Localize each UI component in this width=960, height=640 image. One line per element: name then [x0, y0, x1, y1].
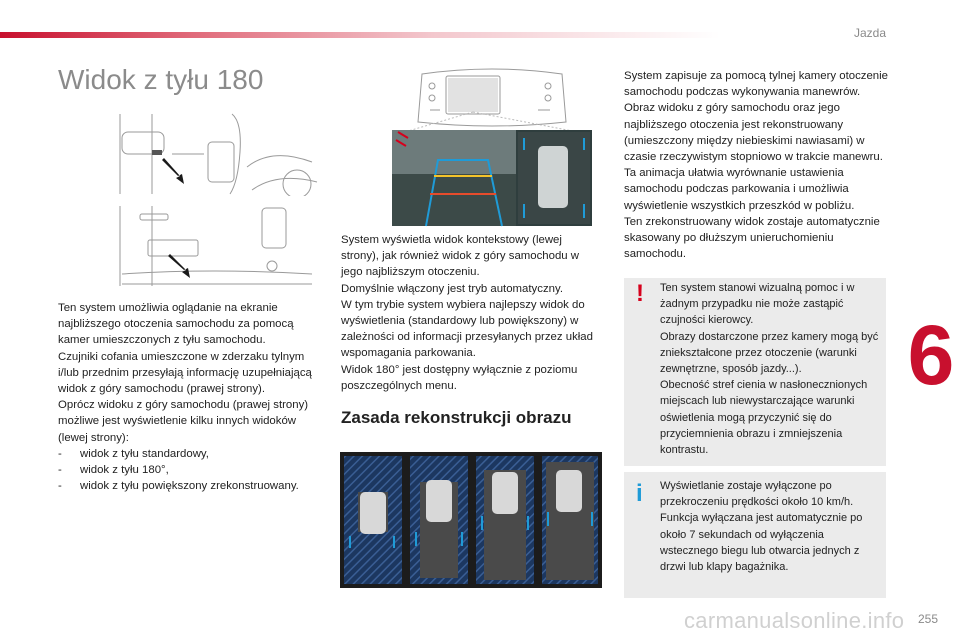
- header-rule: [0, 32, 960, 38]
- info-note: [624, 472, 886, 598]
- list-marker: -: [58, 447, 62, 460]
- page-number: 255: [917, 612, 938, 626]
- view-list-item: - widok z tyłu 180°,: [58, 462, 320, 478]
- warning-paragraph: Ten system stanowi wizualną pomoc i w żadnym przypadku nie może zastąpić czujności kierowcy.: [660, 282, 855, 327]
- info-paragraph: Wyświetlanie zostaje wyłączone po przekroczeniu prędkości około 10 km/h.: [660, 480, 854, 509]
- warning-paragraph: Obecność stref cienia w nasłonecznionych miejscach lub niewystarczające warunki oświetlenia mogą przyczynić się do przyciemnienia obrazu i zmniejszenia kontrastu.: [660, 379, 868, 457]
- col1-paragraph: Oprócz widoku z góry samochodu (prawej strony) możliwe jest wyświetlenie kilku innych widoków (lewej strony):: [58, 399, 309, 444]
- view-list-item: - widok z tyłu standardowy,: [58, 446, 320, 462]
- view-list-item: - widok z tyłu powiększony zrekonstruowany.: [58, 478, 320, 494]
- info-icon: i: [636, 480, 643, 507]
- list-marker: -: [58, 480, 62, 493]
- col2-paragraph: Domyślnie włączony jest tryb automatyczny.: [341, 282, 563, 295]
- frame-1: [344, 456, 402, 584]
- rear-camera-screen-illustration: [378, 64, 606, 230]
- info-paragraph: Funkcja wyłączana jest automatycznie po około 7 sekundach od wyłączenia wstecznego biegu lub otwarcia jednych z drzwi lub klapy bagażnika.: [660, 512, 863, 574]
- col2-paragraph: System wyświetla widok kontekstowy (lewej strony), jak również widok z góry samochodu w jego najbliższym otoczeniu.: [341, 234, 580, 279]
- column-3-text: [624, 68, 888, 262]
- col3-paragraph: System zapisuje za pomocą tylnej kamery otoczenie samochodu podczas wykonywania manewrów. Obraz widoku z góry samochodu oraz jego najbliższego otoczenia jest rekonstruowany (umieszczony między niebieskimi nawiasami) w czasie rzeczywistym stopniowo w trakcie manewru.: [624, 70, 889, 164]
- section-subheading: Zasada rekonstrukcji obrazu: [341, 408, 572, 427]
- col1-paragraph: Ten system umożliwia oglądanie na ekranie najbliższego otoczenia samochodu za pomocą kamer umieszczonych z tyłu samochodu.: [58, 302, 294, 347]
- column-2-text: [341, 232, 603, 394]
- section-name: Jazda: [853, 26, 886, 40]
- warning-note: [624, 278, 886, 466]
- van-rear-camera-illustration: [112, 112, 322, 196]
- watermark-text: carmanualsonline.info: [684, 608, 905, 633]
- frame-2: [410, 456, 468, 584]
- reconstruction-sequence-illustration: [340, 452, 602, 588]
- van-rear-bumper-illustration: [112, 204, 322, 288]
- frame-3: [476, 456, 534, 584]
- warning-paragraph: Obrazy dostarczone przez kamery mogą być zniekształcone przez otoczenie (warunki zewnętrzne, sposób jazdy...).: [660, 330, 879, 376]
- chapter-number: 6: [902, 300, 960, 410]
- col3-paragraph: Ten zrekonstruowany widok zostaje automatycznie skasowany po dłuższym unieruchomieniu samochodu.: [624, 215, 880, 261]
- col2-paragraph: Widok 180° jest dostępny wyłącznie z poziomu poszczególnych menu.: [341, 363, 578, 392]
- page-title: Widok z tyłu 180: [58, 64, 264, 95]
- frame-4: [542, 456, 598, 584]
- col3-paragraph: Ta animacja ułatwia wyrównanie ustawienia samochodu podczas parkowania i umożliwia wyświetlenie wszystkich przeszkód w pobliżu.: [624, 167, 855, 212]
- col2-paragraph: W tym trybie system wybiera najlepszy widok do wyświetlenia (standardowy lub powiększony) w zależności od informacji przesyłanych przez układ wspomagania parkowania.: [341, 298, 593, 360]
- column-1-text: [58, 300, 320, 494]
- col1-paragraph: Czujniki cofania umieszczone w zderzaku tylnym i/lub przednim przesyłają informację uzupełniającą widok z góry samochodu (prawej strony).: [58, 350, 312, 396]
- exclamation-icon: !: [636, 280, 644, 307]
- list-marker: -: [58, 464, 62, 477]
